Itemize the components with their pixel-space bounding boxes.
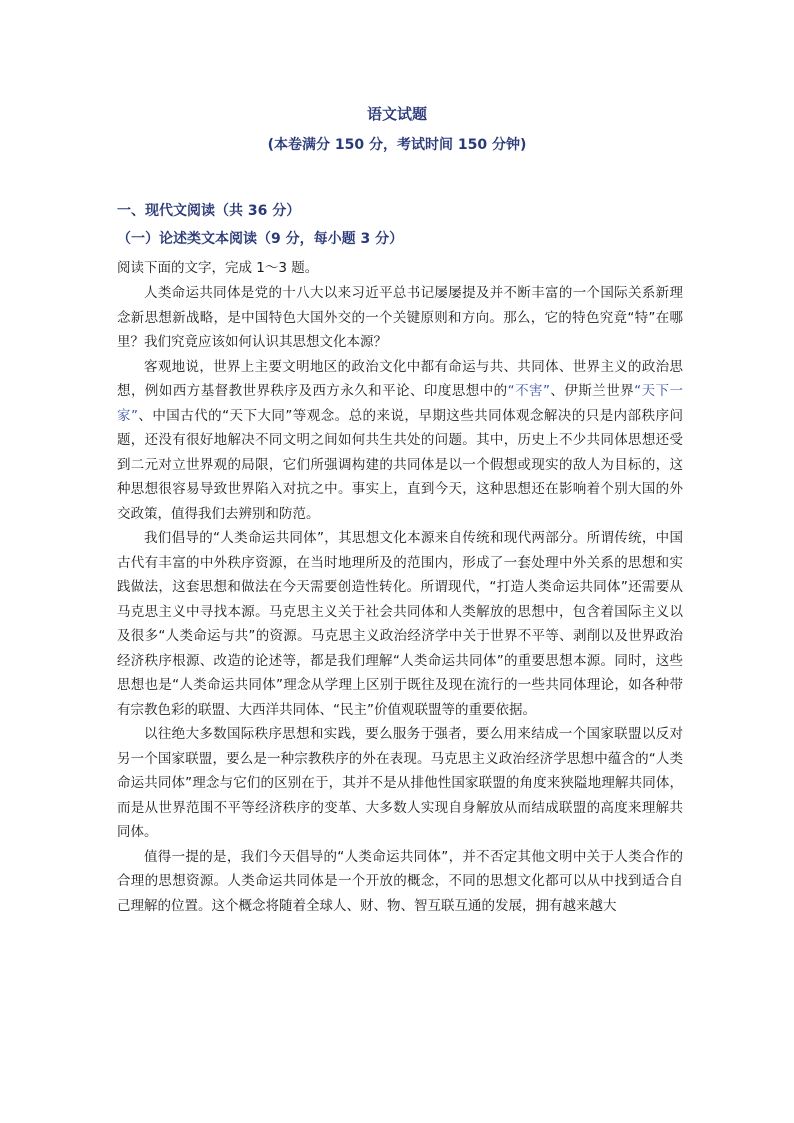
paragraph-2-part-c: 、伊斯兰世界 (549, 383, 635, 399)
document-title: 语文试题 (366, 105, 427, 123)
highlight-buhai: “不害” (507, 383, 550, 399)
paragraph-5: 值得一提的是，我们今天倡导的“人类命运共同体”，并不否定其他文明中关于人类合作的合理的思想资源。人类命运共同体是一个开放的概念，不同的思想文化都可以从中找到适合自己理解的位置。这个概念将随着全球人、财、物、智互联互通的发展，拥有越来越大 (117, 848, 683, 914)
paragraph-2-part-e: 、中国古代的“天下大同”等观念。总的来说，早期这些共同体观念解决的只是内部秩序问题，还没有很好地解决不同文明之间如何共生共处的问题。其中，历史上不少共同体思想还受到二元对立世界观的局限，它们所强调构建的共同体是以一个假想或现实的敌人为目标的，这种思想很容易导致世界陷入对抗之中。事实上，直到今天，这种思想还在影响着个别大国的外交政策，值得我们去辨别和防范。 (117, 407, 683, 522)
paragraph-2-part-a: 客观地说，世界上主要文明地区的政治文化中都有命运与共、共同体、世界主义的政治思想，例如西方基督教世界秩序及西方永久和平论、印度思想中的 (117, 358, 683, 399)
highlight-tianxia-yijia: “天下一家” (117, 383, 684, 424)
paragraph-2 (117, 355, 683, 527)
document-subtitle: (本卷满分 150 分，考试时间 150 分钟) (267, 137, 527, 153)
paragraph-3: 我们倡导的“人类命运共同体”，其思想文化本源来自传统和现代两部分。所谓传统，中国古代有丰富的中外秩序资源，在当时地理所及的范围内，形成了一套处理中外关系的思想和实践做法，这套思想和做法在今天需要创造性转化。所谓现代，“打造人类命运共同体”还需要从马克思主义中寻找本源。马克思主义关于社会共同体和人类解放的思想中，包含着国际主义以及很多“人类命运与共”的资源。马克思主义政治经济学中关于世界不平等、剥削以及世界政治经济秩序根源、改造的论述等，都是我们理解“人类命运共同体”的重要思想本源。同时，这些思想也是“人类命运共同体”理念从学理上区别于既往及现在流行的一些共同体理论，如各种带有宗教色彩的联盟、大西洋共同体、“民主”价值观联盟等的重要依据。 (117, 530, 683, 718)
section-heading-argumentative-reading: （一）论述类文本阅读（9 分，每小题 3 分） (117, 231, 404, 247)
reading-instruction: 阅读下面的文字，完成 1～3 题。 (117, 260, 319, 276)
passage-body (117, 281, 683, 918)
paragraph-4: 以往绝大多数国际秩序思想和实践，要么服务于强者，要么用来结成一个国家联盟以反对另一个国家联盟，要么是一种宗教秩序的外在表现。马克思主义政治经济学思想中蕴含的“人类命运共同体”理念与它们的区别在于，其并不是从排他性国家联盟的角度来狭隘地理解共同体，而是从世界范围不平等经济秩序的变革、大多数人实现自身解放从而结成联盟的高度来理解共同体。 (117, 726, 683, 840)
section-heading-modern-reading: 一、现代文阅读（共 36 分） (117, 203, 301, 219)
paragraph-1: 人类命运共同体是党的十八大以来习近平总书记屡屡提及并不断丰富的一个国际关系新理念新思想新战略，是中国特色大国外交的一个关键原则和方向。那么，它的特色究竟“特”在哪里？我们究竟应该如何认识其思想文化本源？ (117, 285, 683, 350)
